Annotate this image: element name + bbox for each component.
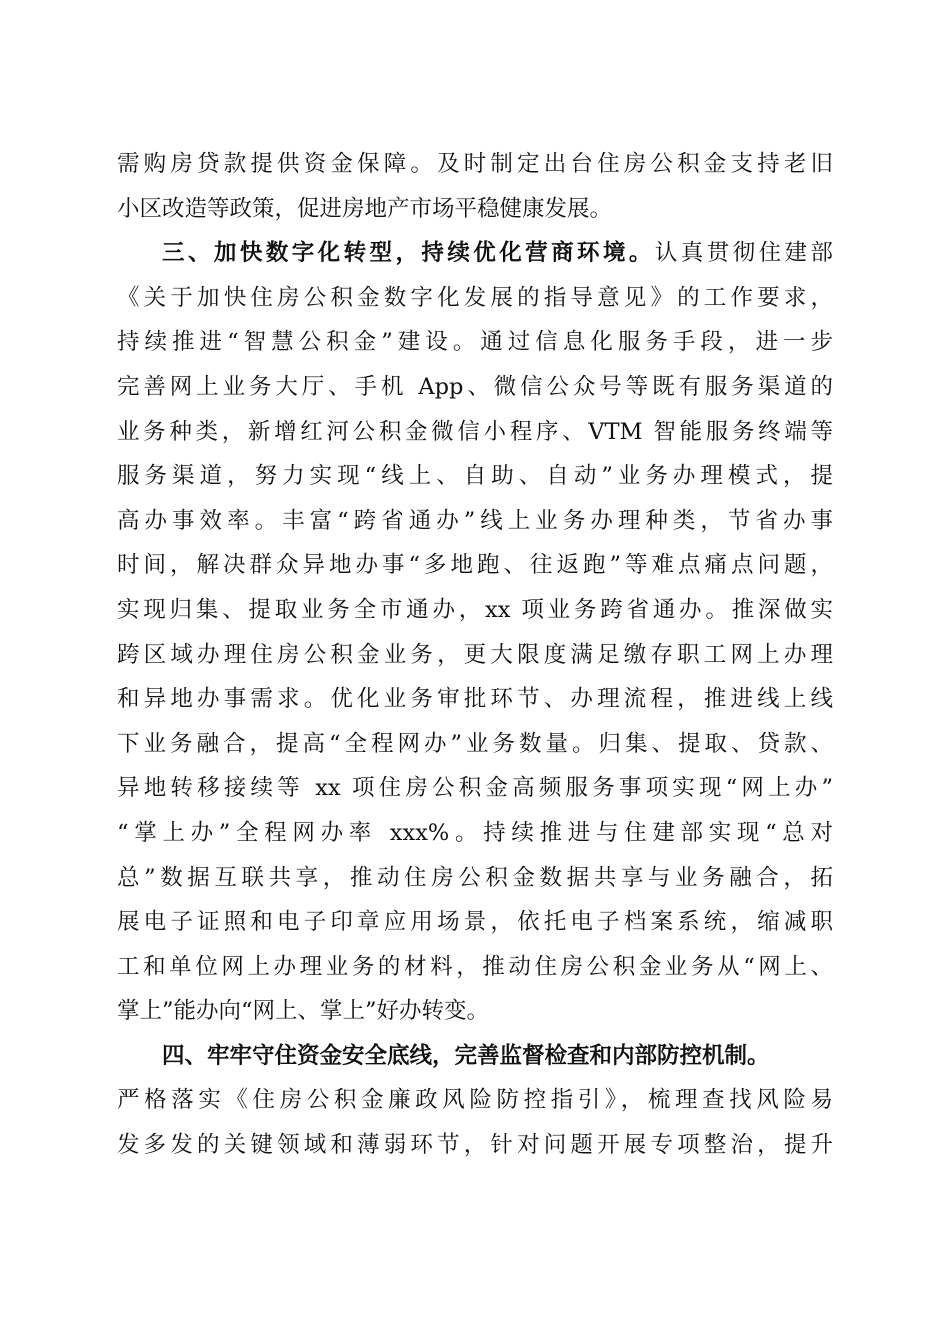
paragraph-line: 跨区域办理住房公积金业务，更大限度满足缴存职工网上办理 xyxy=(117,641,833,668)
section-3-first-line xyxy=(117,231,833,276)
paragraph-line: 和异地办事需求。优化业务审批环节、办理流程，推进线上线 xyxy=(117,686,833,713)
paragraph-line: 异地转移接续等 xx 项住房公积金高频服务事项实现“网上办” xyxy=(117,775,833,802)
paragraph-line: 高办事效率。丰富“跨省通办”线上业务办理种类，节省办事 xyxy=(117,507,833,534)
paragraph-line: 工和单位网上办理业务的材料，推动住房公积金业务从“网上、 xyxy=(117,953,833,980)
paragraph-line: 总”数据互联共享，推动住房公积金数据共享与业务融合，拓 xyxy=(117,864,833,891)
paragraph-line: 小区改造等政策，促进房地产市场平稳健康发展。 xyxy=(117,195,613,222)
paragraph-line: “掌上办”全程网办率 xxx%。持续推进与住建部实现“总对 xyxy=(117,819,833,846)
body-text xyxy=(117,142,833,1168)
paragraph-line: 服务渠道，努力实现“线上、自助、自动”业务办理模式，提 xyxy=(117,463,833,490)
paragraph-line: 发多发的关键领域和薄弱环节，针对问题开展专项整治，提升 xyxy=(117,1132,833,1159)
paragraph-line: 展电子证照和电子印章应用场景，依托电子档案系统，缩减职 xyxy=(117,909,833,936)
paragraph-line: 实现归集、提取业务全市通办，xx 项业务跨省通办。推深做实 xyxy=(117,596,833,623)
section-4-heading: 四、牢牢守住资金安全底线，完善监督检查和内部防控机制。 xyxy=(162,1042,770,1069)
paragraph-line: 掌上”能办向“网上、掌上”好办转变。 xyxy=(117,998,490,1025)
paragraph-line: 时间，解决群众异地办事“多地跑、往返跑”等难点痛点问题， xyxy=(117,552,833,579)
section-3-first-line-text: 认真贯彻住建部 xyxy=(654,240,833,267)
paragraph-line: 严格落实《住房公积金廉政风险防控指引》，梳理查找风险易 xyxy=(117,1087,833,1114)
section-3-heading: 三、加快数字化转型，持续优化营商环境。 xyxy=(162,240,655,267)
paragraph-line: 持续推进“智慧公积金”建设。通过信息化服务手段，进一步 xyxy=(117,329,833,356)
paragraph-line: 业务种类，新增红河公积金微信小程序、VTM 智能服务终端等 xyxy=(117,418,833,445)
paragraph-line: 需购房贷款提供资金保障。及时制定出台住房公积金支持老旧 xyxy=(117,151,833,177)
paragraph-line: 完善网上业务大厅、手机 App、微信公众号等既有服务渠道的 xyxy=(117,373,833,400)
paragraph-line: 下业务融合，提高“全程网办”业务数量。归集、提取、贷款、 xyxy=(117,730,833,757)
section-4-first-line xyxy=(117,1034,833,1079)
paragraph-line: 《关于加快住房公积金数字化发展的指导意见》的工作要求， xyxy=(117,284,833,311)
